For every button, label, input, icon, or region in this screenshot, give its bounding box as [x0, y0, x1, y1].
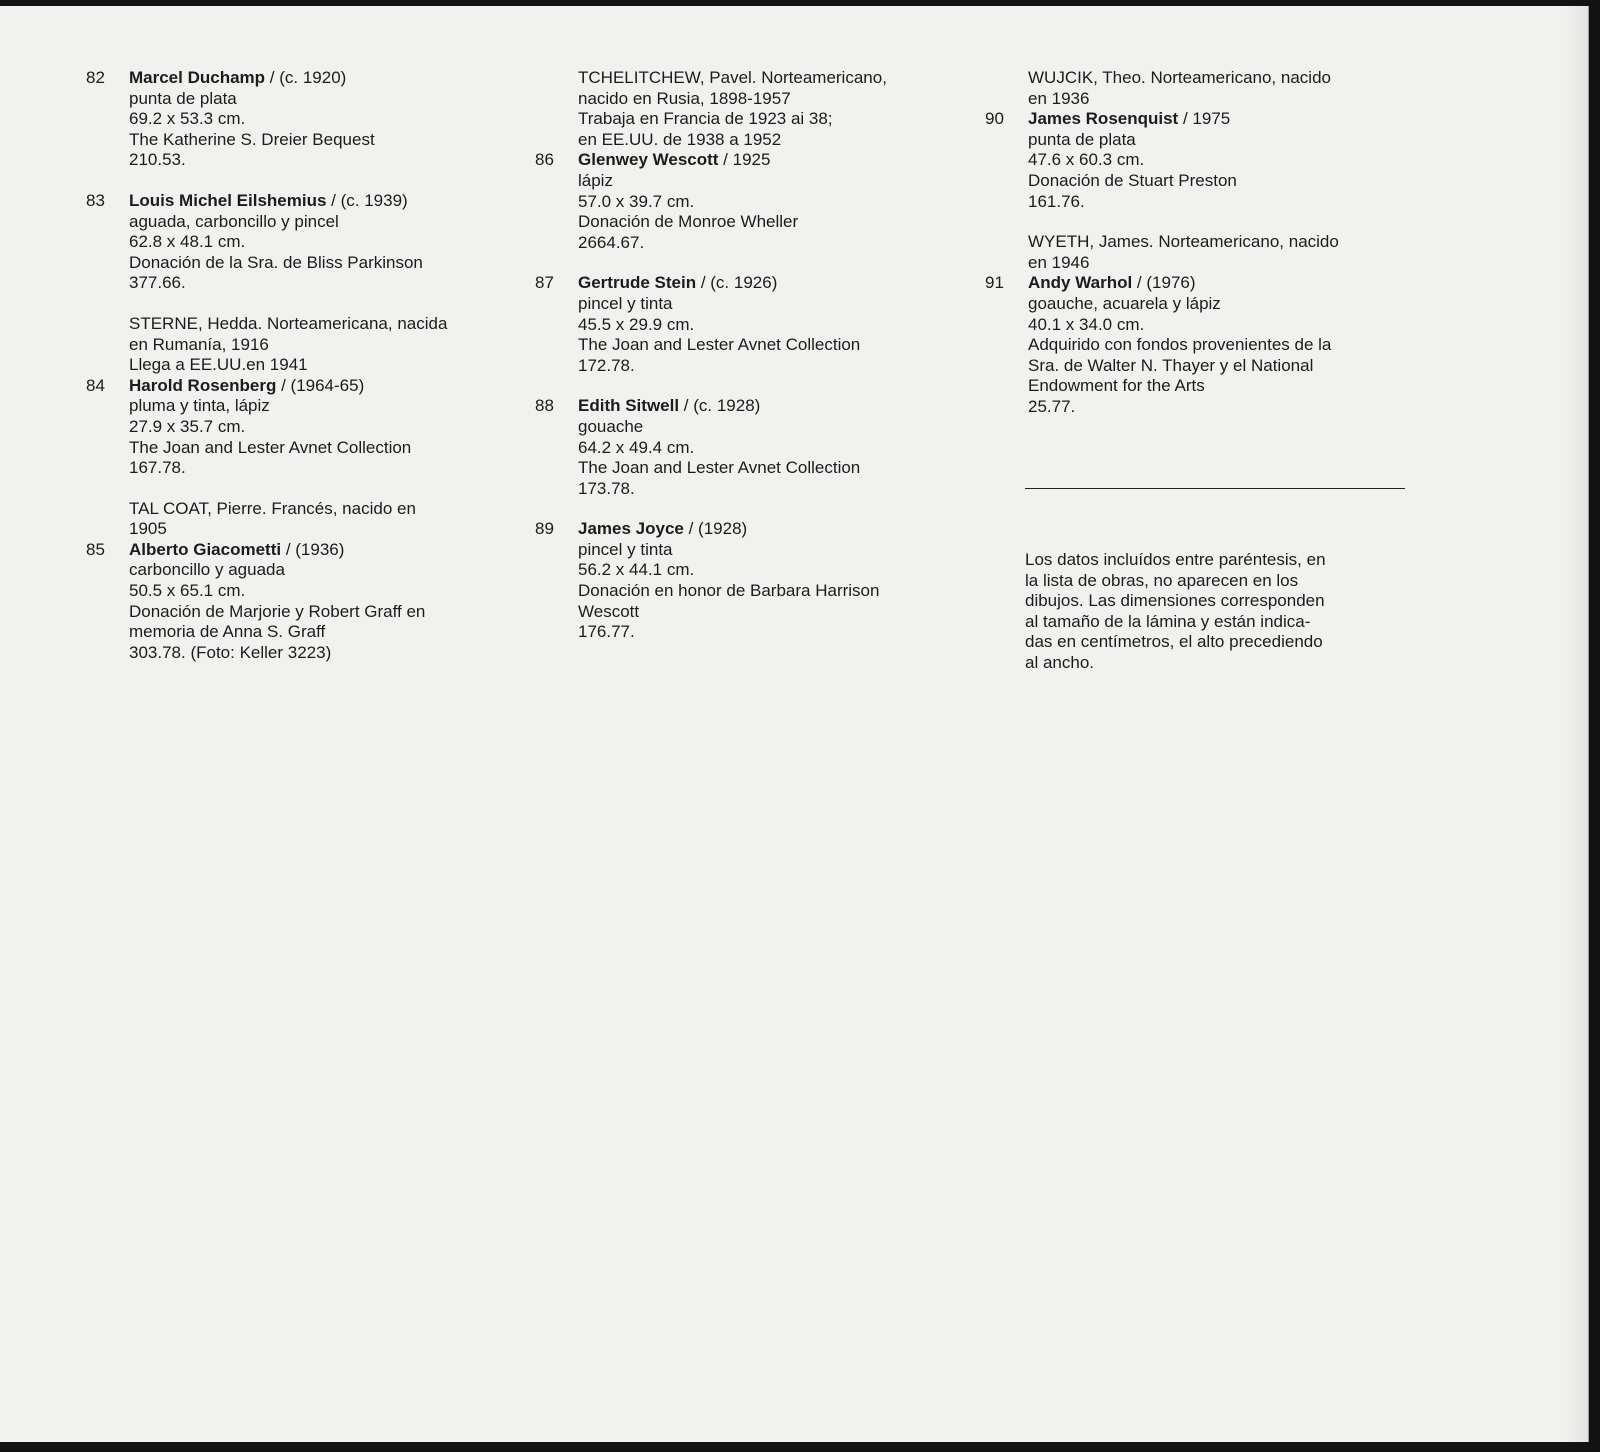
- artist-line: WYETH, James. Norteamericano, nacido: [1028, 232, 1339, 252]
- entry-line: 47.6 x 60.3 cm.: [1028, 150, 1145, 170]
- artwork-title: Gertrude Stein: [578, 273, 697, 293]
- artwork-title: Andy Warhol: [1028, 273, 1133, 293]
- entry-line: 64.2 x 49.4 cm.: [578, 437, 695, 457]
- artwork-date: / (c. 1939): [326, 190, 408, 210]
- catalog-entry-82: [86, 68, 516, 171]
- artwork-title: James Rosenquist: [1028, 109, 1179, 129]
- artist-heading-sterne: [86, 314, 516, 376]
- entry-line: memoria de Anna S. Graff: [129, 622, 326, 642]
- entry-line: 69.2 x 53.3 cm.: [129, 109, 246, 129]
- page-edge-shadow: [1566, 6, 1588, 1442]
- entry-line: goauche, acuarela y lápiz: [1028, 293, 1221, 313]
- column-2: [535, 68, 965, 643]
- footnote-line: la lista de obras, no aparecen en los: [1025, 570, 1299, 590]
- entry-number: 90: [985, 109, 1004, 129]
- catalog-page: [0, 6, 1589, 1442]
- artwork-title: Glenwey Wescott: [578, 150, 719, 170]
- artist-heading-tchelitchew: [535, 68, 965, 150]
- entry-number: 87: [535, 273, 554, 293]
- footnote-line: al tamaño de la lámina y están indica-: [1025, 611, 1311, 631]
- footnote-line: Los datos incluídos entre paréntesis, en: [1025, 550, 1326, 569]
- entry-line: 210.53.: [129, 150, 186, 170]
- artwork-date: / (c. 1926): [696, 273, 778, 293]
- column-1: [86, 68, 516, 663]
- artwork-title: James Joyce: [578, 519, 684, 539]
- artwork-date: / (1936): [281, 539, 345, 559]
- entry-line: aguada, carboncillo y pincel: [129, 211, 339, 231]
- artwork-date: / 1925: [718, 150, 771, 170]
- entry-line: Donación de Monroe Wheller: [578, 212, 799, 232]
- entry-number: 83: [86, 190, 105, 210]
- entry-line: 27.9 x 35.7 cm.: [129, 416, 246, 436]
- catalog-entry-85: [86, 540, 516, 664]
- entry-line: pluma y tinta, lápiz: [129, 396, 270, 416]
- artist-line: STERNE, Hedda. Norteamericana, nacida: [129, 313, 448, 333]
- catalog-entry-89: [535, 519, 965, 643]
- entry-line: 25.77.: [1028, 396, 1076, 416]
- catalog-entry-83: [86, 191, 516, 294]
- catalog-entry-84: [86, 376, 516, 479]
- entry-line: punta de plata: [1028, 129, 1136, 149]
- entry-line: The Katherine S. Dreier Bequest: [129, 129, 375, 149]
- footnote: [1025, 550, 1405, 674]
- artwork-title: Harold Rosenberg: [129, 375, 277, 395]
- entry-line: pincel y tinta: [578, 293, 673, 313]
- divider-rule: [1025, 488, 1405, 489]
- artwork-date: / (1928): [683, 519, 748, 539]
- artist-heading-tal-coat: [86, 499, 516, 540]
- entry-line: Donación de la Sra. de Bliss Parkinson: [129, 252, 423, 272]
- artist-line: en 1936: [1028, 88, 1090, 108]
- entry-line: Wescott: [578, 601, 640, 621]
- entry-line: The Joan and Lester Avnet Collection: [578, 458, 861, 478]
- artist-line: en EE.UU. de 1938 a 1952: [578, 129, 782, 149]
- footnote-line: al ancho.: [1025, 652, 1094, 672]
- entry-line: 161.76.: [1028, 191, 1085, 211]
- entry-line: Donación de Stuart Preston: [1028, 170, 1237, 190]
- entry-line: 62.8 x 48.1 cm.: [129, 232, 246, 252]
- artist-line: 1905: [129, 519, 167, 539]
- artwork-date: / 1975: [1178, 109, 1231, 129]
- catalog-entry-88: [535, 396, 965, 499]
- entry-line: carboncillo y aguada: [129, 560, 285, 580]
- entry-line: 2664.67.: [578, 232, 645, 252]
- entry-line: The Joan and Lester Avnet Collection: [129, 437, 412, 457]
- entry-line: 176.77.: [578, 622, 635, 642]
- entry-number: 88: [535, 396, 554, 416]
- entry-line: 45.5 x 29.9 cm.: [578, 314, 695, 334]
- artwork-title: Louis Michel Eilshemius: [129, 190, 327, 210]
- entry-line: lápiz: [578, 170, 613, 190]
- entry-number: 82: [86, 68, 105, 87]
- entry-line: 377.66.: [129, 273, 186, 293]
- artist-line: Llega a EE.UU.en 1941: [129, 355, 308, 375]
- entry-line: 57.0 x 39.7 cm.: [578, 191, 695, 211]
- entry-number: 86: [535, 150, 554, 170]
- entry-line: The Joan and Lester Avnet Collection: [578, 335, 861, 355]
- artwork-date: / (c. 1920): [265, 68, 347, 87]
- entry-line: 167.78.: [129, 458, 186, 478]
- catalog-entry-91: [985, 273, 1415, 417]
- artist-line: Trabaja en Francia de 1923 ai 38;: [578, 109, 833, 129]
- artist-line: TCHELITCHEW, Pavel. Norteamericano,: [578, 68, 887, 87]
- entry-number: 84: [86, 375, 105, 395]
- entry-line: 173.78.: [578, 478, 635, 498]
- footnote-line: das en centímetros, el alto precediendo: [1025, 632, 1323, 652]
- entry-line: pincel y tinta: [578, 539, 673, 559]
- catalog-entry-87: [535, 273, 965, 376]
- entry-line: gouache: [578, 416, 644, 436]
- artwork-title: Marcel Duchamp: [129, 68, 266, 87]
- footnote-line: dibujos. Las dimensiones corresponden: [1025, 591, 1325, 611]
- artwork-title: Edith Sitwell: [578, 396, 680, 416]
- catalog-entry-86: [535, 150, 965, 253]
- artist-line: TAL COAT, Pierre. Francés, nacido en: [129, 498, 416, 518]
- entry-line: 56.2 x 44.1 cm.: [578, 560, 695, 580]
- artwork-date: / (1964-65): [276, 375, 365, 395]
- column-3: [985, 68, 1415, 418]
- entry-number: 91: [985, 273, 1004, 293]
- entry-line: 50.5 x 65.1 cm.: [129, 581, 246, 601]
- artist-heading-wyeth: [985, 232, 1415, 273]
- artist-line: en 1946: [1028, 252, 1090, 272]
- entry-line: punta de plata: [129, 88, 237, 108]
- artist-line: nacido en Rusia, 1898-1957: [578, 88, 791, 108]
- artwork-date: / (1976): [1132, 273, 1196, 293]
- entry-line: 40.1 x 34.0 cm.: [1028, 314, 1145, 334]
- artwork-date: / (c. 1928): [679, 396, 761, 416]
- artist-heading-wujcik: [985, 68, 1415, 109]
- artwork-title: Alberto Giacometti: [129, 539, 282, 559]
- entry-line: 303.78. (Foto: Keller 3223): [129, 642, 332, 662]
- entry-number: 89: [535, 519, 554, 539]
- artist-line: en Rumanía, 1916: [129, 334, 269, 354]
- entry-line: Endowment for the Arts: [1028, 376, 1205, 396]
- catalog-entry-90: [985, 109, 1415, 212]
- entry-line: Donación en honor de Barbara Harrison: [578, 581, 880, 601]
- artist-line: WUJCIK, Theo. Norteamericano, nacido: [1028, 68, 1331, 87]
- entry-number: 85: [86, 539, 105, 559]
- entry-line: Sra. de Walter N. Thayer y el National: [1028, 355, 1314, 375]
- entry-line: Adquirido con fondos provenientes de la: [1028, 335, 1332, 355]
- entry-line: Donación de Marjorie y Robert Graff en: [129, 601, 426, 621]
- entry-line: 172.78.: [578, 355, 635, 375]
